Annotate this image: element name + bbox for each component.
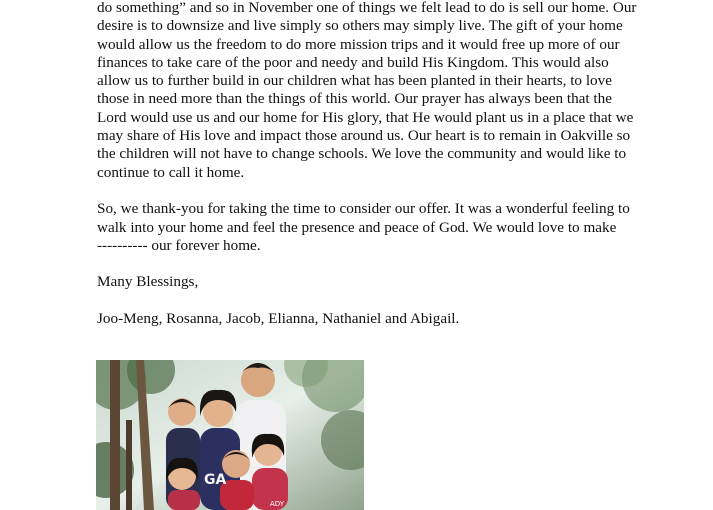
text-line: finances to take care of the poor and needy and build His Kingdom. This would also xyxy=(97,53,609,71)
paragraph-main xyxy=(97,0,697,182)
text-line: desire is to downsize and live simply so others may simply live. The gift of your home xyxy=(97,17,623,35)
text-line: So, we thank-you for taking the time to consider our offer. It was a wonderful feeling to xyxy=(97,200,630,218)
paragraph-thanks xyxy=(97,200,697,255)
text-line: ---------- our forever home. xyxy=(97,236,261,254)
text-line: allow us to further build in our children what has been planted in their hearts, to love xyxy=(97,72,612,90)
letter-body xyxy=(97,0,697,328)
family-photo-image xyxy=(96,360,364,510)
text-line: the children will not have to change schools. We love the community and would like to xyxy=(97,145,627,163)
text-line: walk into your home and feel the presence and peace of God. We would love to make xyxy=(97,218,617,236)
text-line: may share of His love and impact those around us. Our heart is to remain in Oakville so xyxy=(97,127,631,145)
text-line: do something” and so in November one of things we felt lead to do is sell our home. Our xyxy=(97,0,637,16)
text-line: would allow us the freedom to do more mission trips and it would free up more of our xyxy=(97,35,620,53)
shirt-text-2: ADY xyxy=(270,500,285,508)
text-line: continue to call it home. xyxy=(97,163,245,181)
text-line: those in need more than the things of this world. Our prayer has always been that the xyxy=(97,90,612,108)
text-line: Lord would use us and our home for His glory, that He would plant us in a place that we xyxy=(97,108,634,126)
family-photo xyxy=(96,360,364,510)
shirt-text: GA xyxy=(204,472,227,488)
closing: Many Blessings, xyxy=(97,273,199,291)
signature: Joo-Meng, Rosanna, Jacob, Elianna, Nathaniel and Abigail. xyxy=(97,310,460,328)
